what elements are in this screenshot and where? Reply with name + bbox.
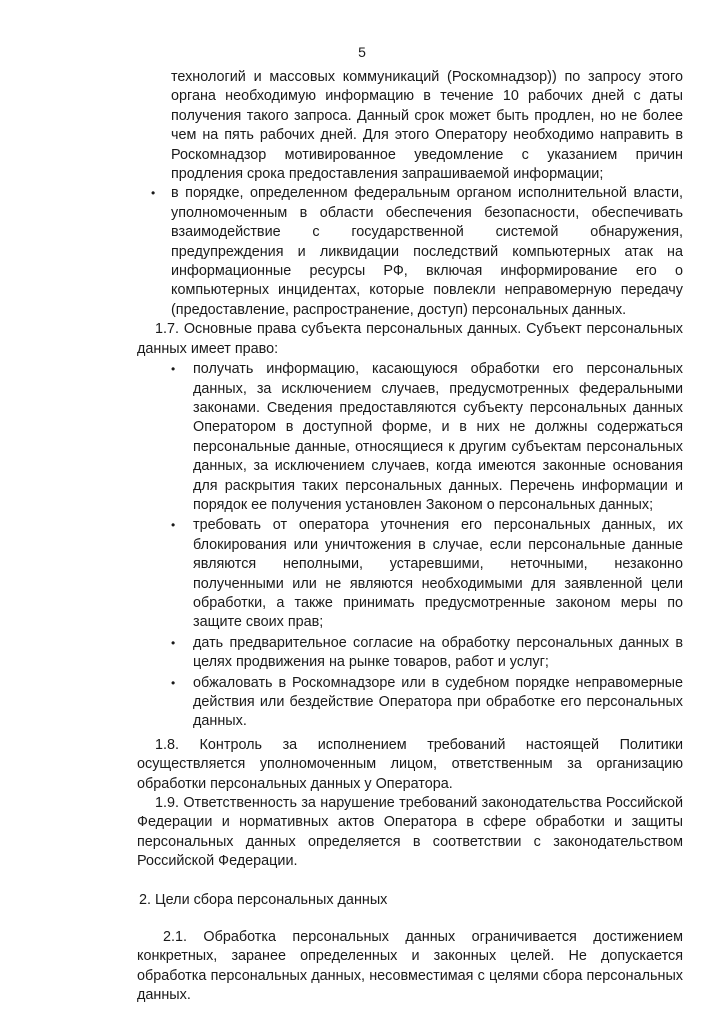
- continuation-list: [137, 68, 683, 320]
- list-item-text: требовать от оператора уточнения его персональных данных, их блокирования или уничтожения в случае, если персональные данные являются неполными, устаревшими, неточными, незаконно полученными или не являются необходимыми для заявленной цели обработки, а также принимать предусмотренные законом меры по защите своих прав;: [193, 517, 683, 631]
- list-item-text: технологий и массовых коммуникаций (Роскомнадзор)) по запросу этого органа необходимую информацию в течение 10 рабочих дней с даты получения такого запроса. Данный срок может быть продлен, но не более чем на пять рабочих дней. Для этого Оператору необходимо направить в Роскомнадзор мотивированное уведомление с указанием причин продления срока предоставления запрашиваемой информации;: [171, 69, 683, 183]
- list-item: [137, 674, 683, 732]
- bullet-icon: •: [171, 635, 176, 650]
- bullet-icon: •: [171, 675, 176, 690]
- list-item-text: обжаловать в Роскомнадзоре или в судебном порядке неправомерные действия или бездействие Оператора при обработке его персональных данных.: [193, 674, 683, 730]
- page-content: [137, 68, 683, 1006]
- list-item-text: дать предварительное согласие на обработку персональных данных в целях продвижения на рынке товаров, работ и услуг;: [193, 634, 683, 671]
- list-item: [137, 68, 683, 184]
- bullet-icon: •: [171, 362, 176, 377]
- bullet-icon: •: [171, 518, 176, 533]
- section-1-7-intro: 1.7. Основные права субъекта персональных данных. Субъект персональных данных имеет право:: [137, 321, 683, 357]
- list-item-text: получать информацию, касающуюся обработки его персональных данных, за исключением случаев, предусмотренных федеральными законами. Сведения предоставляются субъекту персональных данных Оператором в доступной форме, и в них не должны содержаться персональные данные, относящиеся к другим субъектам персональных данных, за исключением случаев, когда имеются законные основания для раскрытия таких персональных данных. Перечень информации и порядок ее получения установлен Законом о персональных данных;: [193, 361, 683, 513]
- section-1-9: 1.9. Ответственность за нарушение требований законодательства Российской Федерации и нормативных актов Оператора в сфере обработки и защиты персональных данных определяется в соответствии с законодательством Российской Федерации.: [137, 795, 683, 870]
- list-item-text: в порядке, определенном федеральным органом исполнительной власти, уполномоченным в области обеспечения безопасности, обеспечивать взаимодействие с государственной системой обнаружения, предупреждения и ликвидации последствий компьютерных атак на информационные ресурсы РФ, включая информирование его о компьютерных инцидентах, которые повлекли неправомерную передачу (предоставление, распространение, доступ) персональных данных.: [171, 185, 683, 318]
- list-item: [137, 634, 683, 673]
- section-2-heading: 2. Цели сбора персональных данных: [139, 891, 388, 908]
- list-item: [137, 360, 683, 515]
- list-item: [137, 516, 683, 632]
- bullet-icon: •: [151, 186, 156, 201]
- section-2-1: 2.1. Обработка персональных данных ограничивается достижением конкретных, заранее определенных и законных целей. Не допускается обработка персональных данных, несовместимая с целями сбора персональных данных.: [137, 929, 683, 1004]
- rights-list: [137, 360, 683, 732]
- list-item: [137, 184, 683, 320]
- section-1-8: 1.8. Контроль за исполнением требований настоящей Политики осуществляется уполномоченным лицом, ответственным за организацию обработки персональных данных у Оператора.: [137, 736, 683, 792]
- page-number: 5: [358, 44, 366, 60]
